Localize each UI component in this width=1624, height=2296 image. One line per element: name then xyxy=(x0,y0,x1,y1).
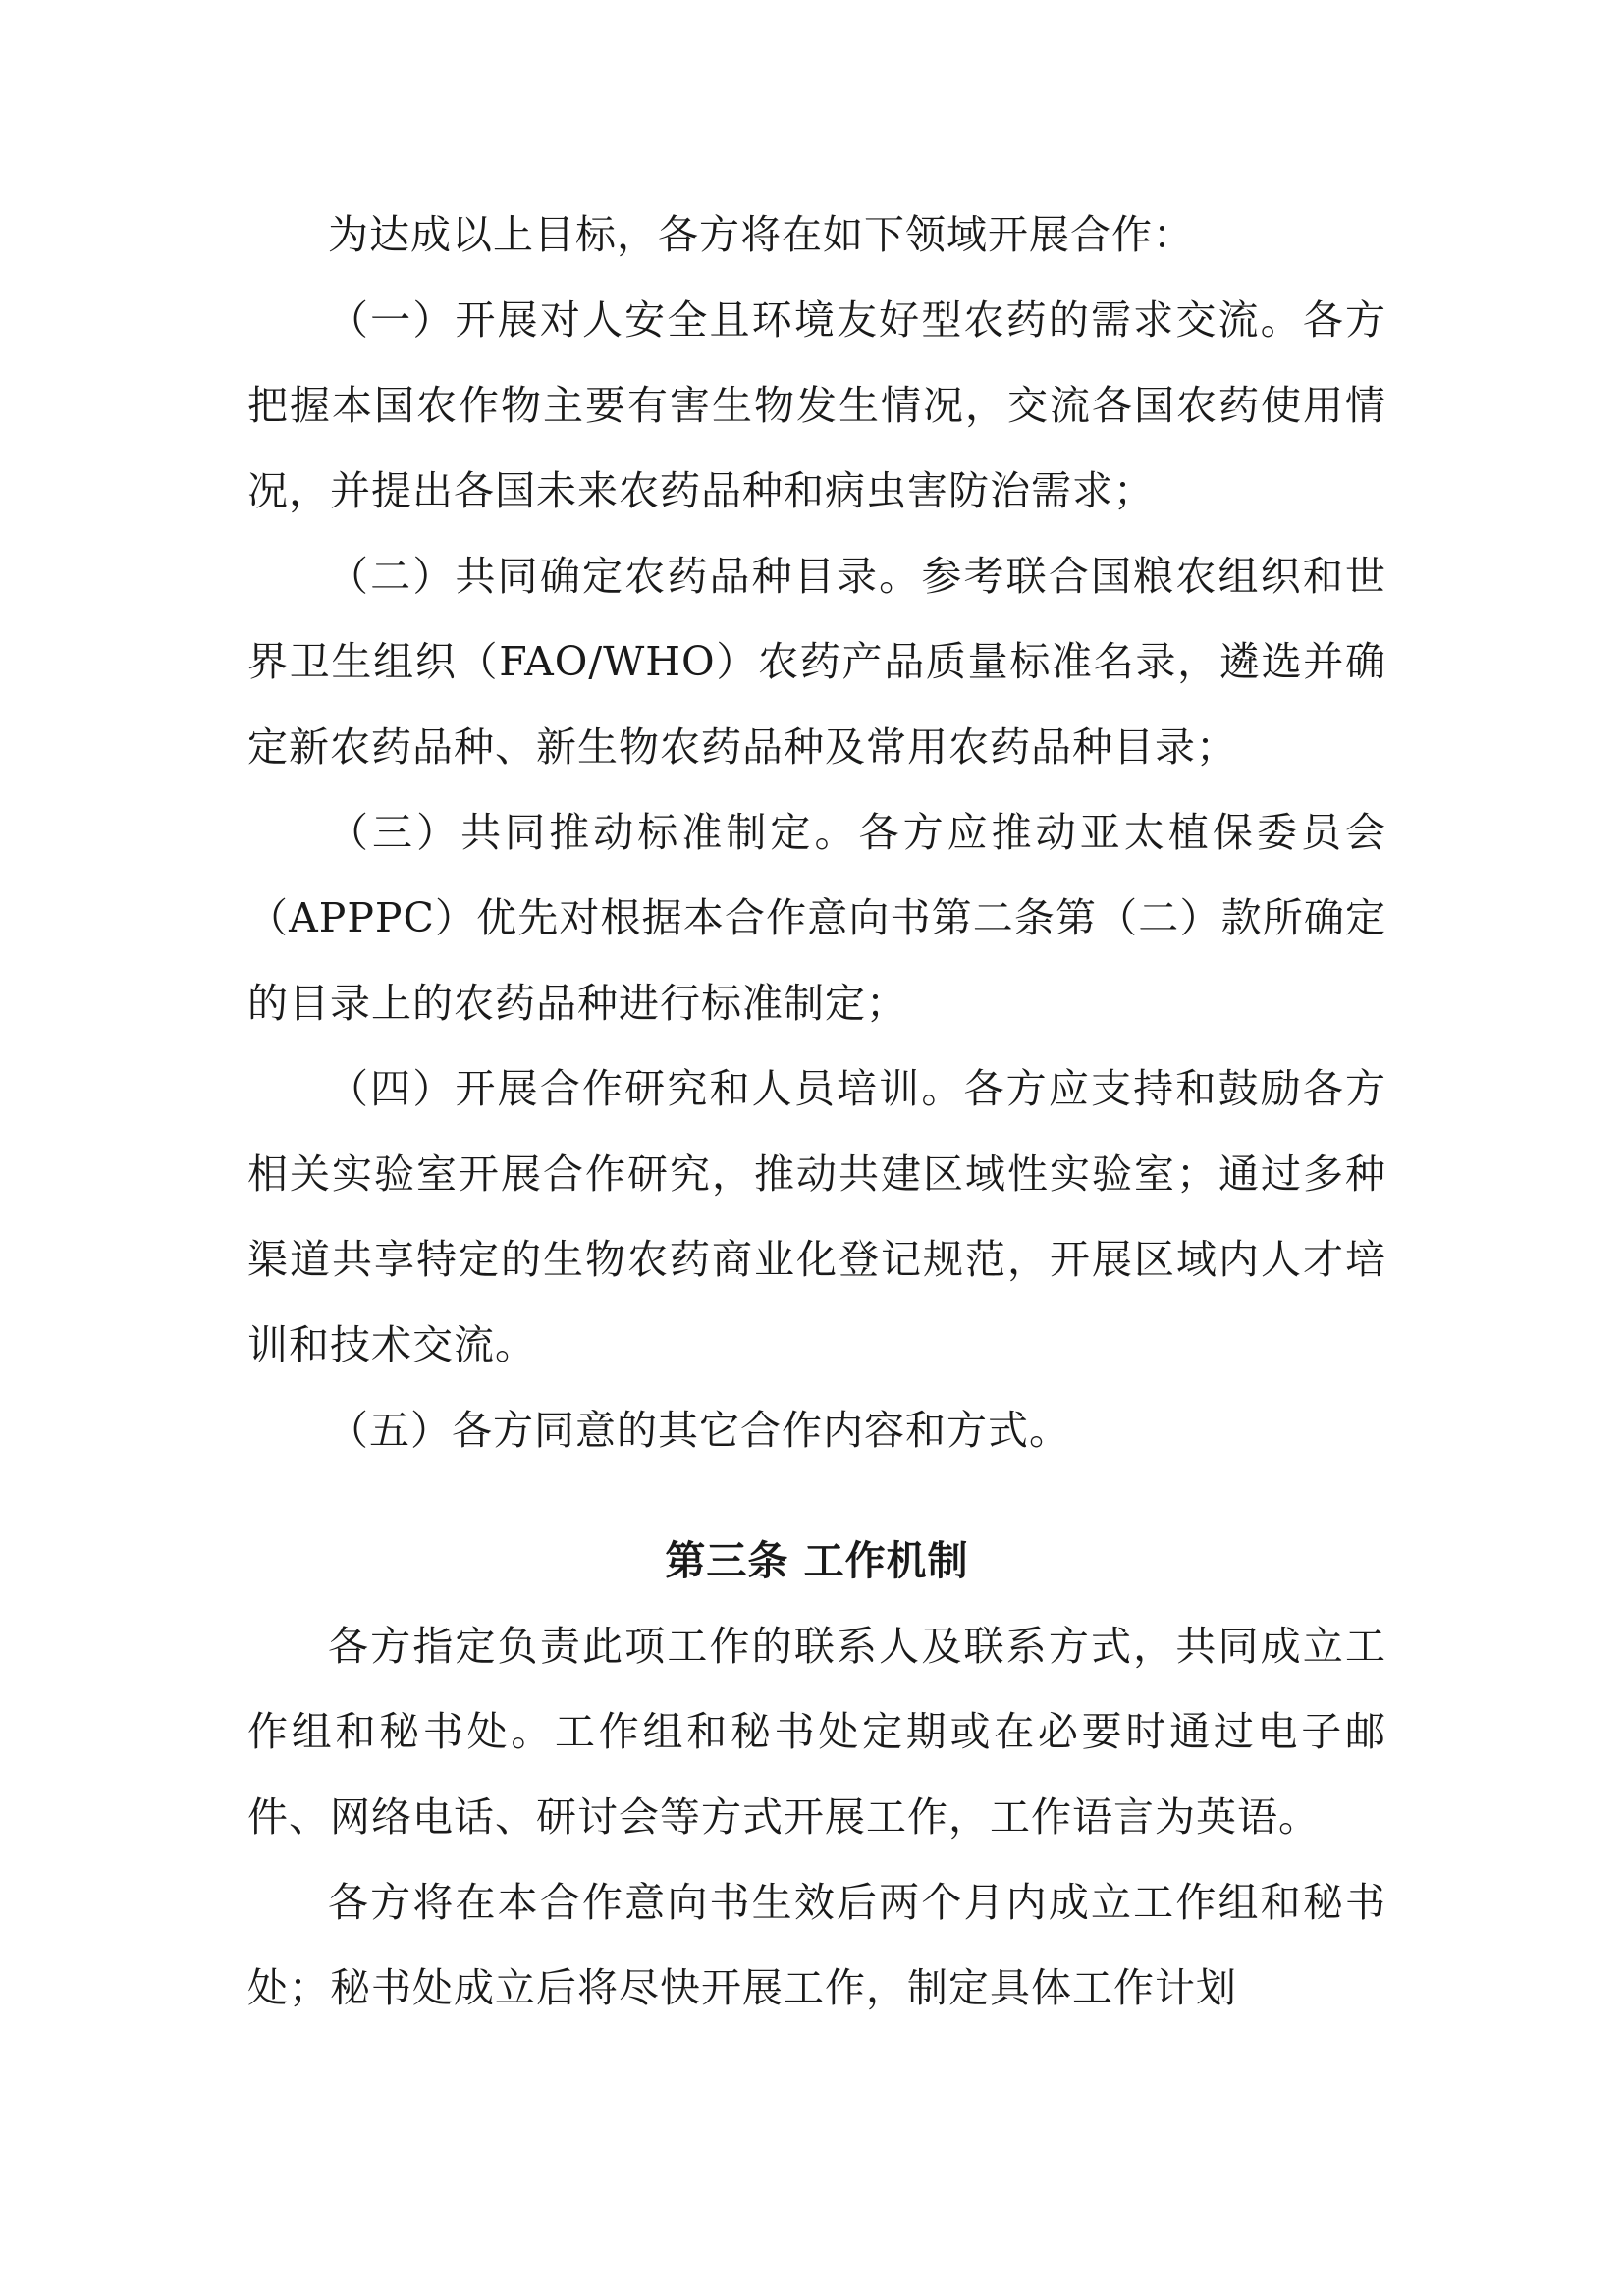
intro-paragraph: 为达成以上目标，各方将在如下领域开展合作： xyxy=(328,211,1194,258)
cooperation-item-4: （四）开展合作研究和人员培训。各方应支持和鼓励各方相关实验室开展合作研究，推动共建区域性实验室；通过多种渠道共享特定的生物农药商业化登记规范，开展区域内人才培训和技术交流。 xyxy=(247,1065,1386,1368)
document-body xyxy=(247,192,1386,2031)
cooperation-item-3: （三）共同推动标准制定。各方应推动亚太植保委员会（APPPC）优先对根据本合作意向书第二条第（二）款所确定的目录上的农药品种进行标准制定； xyxy=(247,809,1386,1027)
article-heading: 第三条 工作机制 xyxy=(665,1537,969,1584)
cooperation-item-2: （二）共同确定农药品种目录。参考联合国粮农组织和世界卫生组织（FAO/WHO）农药产品质量标准名录，遴选并确定新农药品种、新生物农药品种及常用农药品种目录； xyxy=(247,553,1386,771)
mechanism-paragraph-1: 各方指定负责此项工作的联系人及联系方式，共同成立工作组和秘书处。工作组和秘书处定期或在必要时通过电子邮件、网络电话、研讨会等方式开展工作，工作语言为英语。 xyxy=(247,1623,1386,1841)
cooperation-item-5: （五）各方同意的其它合作内容和方式。 xyxy=(328,1407,1070,1454)
cooperation-item-1: （一）开展对人安全且环境友好型农药的需求交流。各方把握本国农作物主要有害生物发生情况，交流各国农药使用情况，并提出各国未来农药品种和病虫害防治需求； xyxy=(247,296,1386,514)
mechanism-paragraph-2: 各方将在本合作意向书生效后两个月内成立工作组和秘书处；秘书处成立后将尽快开展工作，制定具体工作计划 xyxy=(247,1879,1386,2011)
